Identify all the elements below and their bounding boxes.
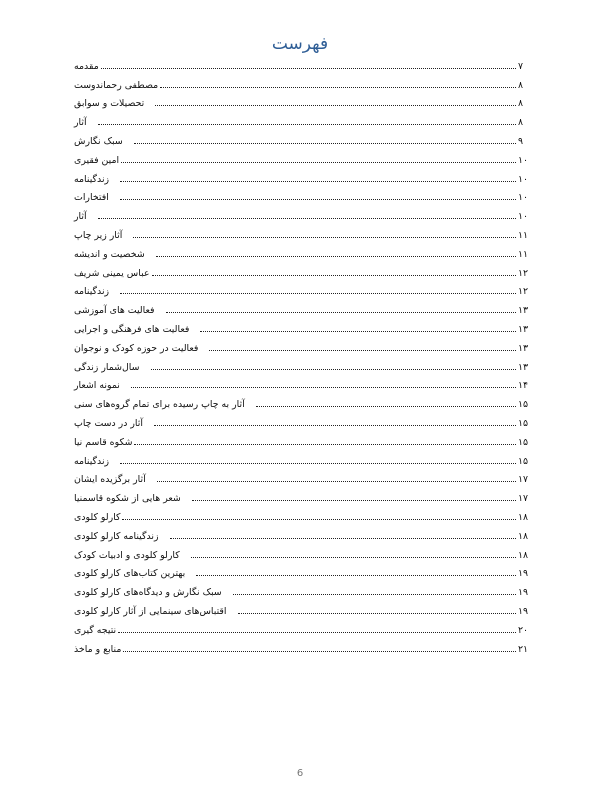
toc-entry-page: ۸ xyxy=(518,98,524,110)
toc-entry[interactable] xyxy=(72,241,532,260)
toc-entry-page: ۹ xyxy=(518,135,524,147)
toc-entry-label: آثار xyxy=(74,211,87,223)
toc-dot-leader xyxy=(120,462,516,464)
toc-entry[interactable] xyxy=(72,185,532,204)
toc-dot-leader xyxy=(170,537,516,539)
toc-entry-label: شخصیت و اندیشه xyxy=(74,248,145,260)
toc-entry[interactable] xyxy=(72,91,532,110)
toc-entry-label: شکوه قاسم نیا xyxy=(74,436,133,448)
toc-entry-label: زندگینامه xyxy=(74,173,110,185)
toc-entry-label: منابع و ماخذ xyxy=(74,643,122,655)
toc-entry-label: فعالیت های آموزشی xyxy=(74,305,155,317)
toc-dot-leader xyxy=(238,612,517,614)
toc-dot-leader xyxy=(101,67,516,69)
toc-entry-page: ۱۲ xyxy=(518,286,529,298)
toc-entry[interactable] xyxy=(72,354,532,373)
toc-entry-page: ۱۲ xyxy=(518,267,529,279)
toc-entry-page: ۸ xyxy=(518,79,524,91)
toc-entry-page: ۸ xyxy=(518,117,524,129)
toc-entry[interactable] xyxy=(72,504,532,523)
toc-entry-page: ۱۰ xyxy=(518,154,529,166)
toc-entry-page: ۱۷ xyxy=(518,493,529,505)
toc-entry[interactable] xyxy=(72,260,532,279)
toc-entry-label: کارلو کلودی و ادبیات کودک xyxy=(74,549,180,561)
toc-entry[interactable] xyxy=(72,523,532,542)
toc-dot-leader xyxy=(157,480,516,482)
toc-entry-label: فعالیت های فرهنگی و اجرایی xyxy=(74,323,190,335)
toc-entry-page: ۱۵ xyxy=(518,399,529,411)
toc-dot-leader xyxy=(122,518,516,520)
toc-entry[interactable] xyxy=(72,485,532,504)
toc-entry[interactable] xyxy=(72,147,532,166)
toc-entry-page: ۱۳ xyxy=(518,305,529,317)
toc-entry-label: عباس یمینی شریف xyxy=(74,267,150,279)
toc-entry-page: ۲۱ xyxy=(518,643,529,655)
toc-entry-label: زندگینامه کارلو کلودی xyxy=(74,530,159,542)
toc-entry[interactable] xyxy=(72,636,532,655)
toc-entry-page: ۱۸ xyxy=(518,549,529,561)
toc-entry-label: بهترین کتاب‌های کارلو کلودی xyxy=(74,568,186,580)
toc-entry-label: سبک نگارش xyxy=(74,135,123,147)
toc-entry-page: ۱۹ xyxy=(518,605,529,617)
toc-entry[interactable] xyxy=(72,279,532,298)
toc-dot-leader xyxy=(133,236,516,238)
toc-dot-leader xyxy=(200,330,516,332)
page-number: 6 xyxy=(296,768,304,779)
toc-entry-page: ۱۰ xyxy=(518,192,529,204)
toc-entry[interactable] xyxy=(72,617,532,636)
toc-entry[interactable] xyxy=(72,72,532,91)
toc-entry-label: مصطفی رحماندوست xyxy=(74,79,159,91)
toc-entry-label: افتخارات xyxy=(74,192,109,204)
toc-entry[interactable] xyxy=(72,53,532,72)
table-of-contents xyxy=(72,53,532,655)
toc-entry-page: ۱۹ xyxy=(518,587,529,599)
toc-entry-page: ۱۸ xyxy=(518,511,529,523)
toc-dot-leader xyxy=(233,593,516,595)
toc-dot-leader xyxy=(134,443,516,445)
toc-entry-page: ۱۱ xyxy=(518,229,529,241)
toc-entry-page: ۷ xyxy=(518,60,524,72)
toc-dot-leader xyxy=(192,499,516,501)
toc-entry-label: مقدمه xyxy=(74,60,99,72)
toc-entry[interactable] xyxy=(72,429,532,448)
toc-entry-page: ۱۰ xyxy=(518,211,529,223)
toc-entry[interactable] xyxy=(72,410,532,429)
toc-entry[interactable] xyxy=(72,128,532,147)
toc-dot-leader xyxy=(196,574,516,576)
toc-entry-page: ۱۴ xyxy=(518,380,529,392)
toc-dot-leader xyxy=(118,631,516,633)
toc-entry[interactable] xyxy=(72,203,532,222)
toc-entry[interactable] xyxy=(72,335,532,354)
toc-entry[interactable] xyxy=(72,316,532,335)
toc-entry[interactable] xyxy=(72,166,532,185)
toc-entry-label: آثار برگزیده ایشان xyxy=(74,474,146,486)
toc-entry-label: آثار زیر چاپ xyxy=(74,229,123,241)
toc-entry-page: ۱۹ xyxy=(518,568,529,580)
toc-entry-label: تحصیلات و سوابق xyxy=(74,98,145,110)
toc-entry-page: ۲۰ xyxy=(518,624,529,636)
toc-entry-page: ۱۳ xyxy=(518,323,529,335)
toc-entry-label: نتیجه گیری xyxy=(74,624,117,636)
toc-entry-label: فعالیت در حوزه کودک و نوجوان xyxy=(74,342,199,354)
toc-entry-label: زندگینامه xyxy=(74,455,110,467)
toc-entry[interactable] xyxy=(72,109,532,128)
toc-entry-label: زندگینامه xyxy=(74,286,110,298)
toc-dot-leader xyxy=(191,556,516,558)
toc-entry[interactable] xyxy=(72,297,532,316)
toc-entry-page: ۱۵ xyxy=(518,417,529,429)
toc-entry-page: ۱۳ xyxy=(518,361,529,373)
toc-entry-label: سال‌شمار زندگی xyxy=(74,361,140,373)
toc-entry-page: ۱۰ xyxy=(518,173,529,185)
page-title: فهرست xyxy=(271,34,329,54)
toc-dot-leader xyxy=(134,142,516,144)
toc-entry-page: ۱۳ xyxy=(518,342,529,354)
toc-entry-label: نمونه اشعار xyxy=(74,380,120,392)
toc-entry-page: ۱۸ xyxy=(518,530,529,542)
toc-entry-label: کارلو کلودی xyxy=(74,511,121,523)
toc-entry-page: ۱۱ xyxy=(518,248,529,260)
toc-dot-leader xyxy=(156,255,516,257)
toc-dot-leader xyxy=(98,217,516,219)
toc-entry[interactable] xyxy=(72,561,532,580)
toc-dot-leader xyxy=(120,198,516,200)
toc-entry-label: اقتباس‌های سینمایی از آثار کارلو کلودی xyxy=(74,605,227,617)
toc-dot-leader xyxy=(154,424,516,426)
toc-entry-label: آثار به چاپ رسیده برای تمام گروه‌های سنی xyxy=(74,399,245,411)
toc-dot-leader xyxy=(166,311,516,313)
toc-entry-label: امین فقیری xyxy=(74,154,120,166)
toc-dot-leader xyxy=(120,180,516,182)
toc-entry[interactable] xyxy=(72,542,532,561)
toc-entry-label: آثار xyxy=(74,117,87,129)
toc-entry[interactable] xyxy=(72,222,532,241)
toc-dot-leader xyxy=(160,86,516,88)
toc-dot-leader xyxy=(98,123,516,125)
toc-dot-leader xyxy=(131,386,516,388)
toc-dot-leader xyxy=(120,292,516,294)
toc-entry-label: شعر هایی از شکوه قاسمنیا xyxy=(74,493,181,505)
toc-entry[interactable] xyxy=(72,373,532,392)
toc-dot-leader xyxy=(123,650,516,652)
toc-dot-leader xyxy=(121,161,516,163)
toc-entry-label: آثار در دست چاپ xyxy=(74,417,143,429)
toc-dot-leader xyxy=(152,274,516,276)
toc-dot-leader xyxy=(256,405,516,407)
toc-dot-leader xyxy=(155,104,516,106)
toc-entry-page: ۱۵ xyxy=(518,436,529,448)
toc-entry-page: ۱۵ xyxy=(518,455,529,467)
toc-entry[interactable] xyxy=(72,579,532,598)
toc-entry[interactable] xyxy=(72,448,532,467)
toc-entry-page: ۱۷ xyxy=(518,474,529,486)
toc-entry[interactable] xyxy=(72,467,532,486)
toc-dot-leader xyxy=(151,368,517,370)
toc-dot-leader xyxy=(209,349,516,351)
toc-entry-label: سبک نگارش و دیدگاه‌های کارلو کلودی xyxy=(74,587,222,599)
toc-entry[interactable] xyxy=(72,598,532,617)
toc-entry[interactable] xyxy=(72,391,532,410)
